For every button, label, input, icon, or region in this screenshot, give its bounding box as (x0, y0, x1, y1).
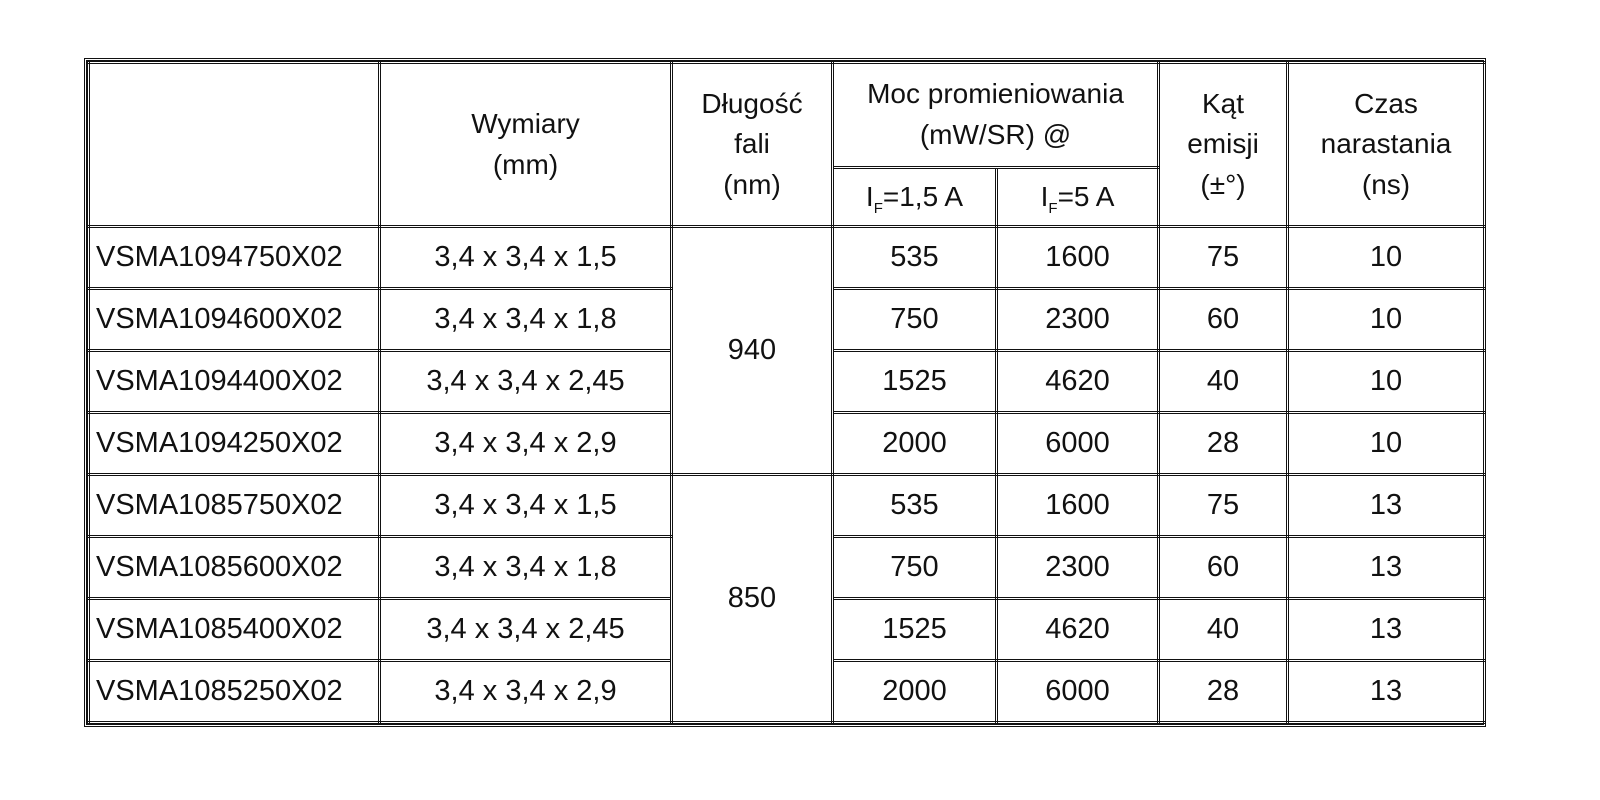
power-1-5a-cell: 2000 (833, 661, 997, 723)
current-subscript: F (873, 199, 883, 217)
product-cell: VSMA1085750X02 (89, 475, 380, 537)
power-5a-cell: 2300 (997, 289, 1159, 351)
wavelength-cell: 940 (672, 227, 833, 475)
header-dimensions-line: Wymiary (471, 107, 580, 139)
header-row-top (89, 63, 1485, 168)
emission-angle-cell: 60 (1159, 537, 1288, 599)
emission-angle-cell: 60 (1159, 289, 1288, 351)
header-wavelength-line: Długość (701, 87, 803, 119)
header-emission-angle-line: emisji (1187, 128, 1259, 160)
current-symbol: I (1040, 180, 1049, 212)
rise-time-cell: 10 (1288, 413, 1485, 475)
table-row (89, 475, 1485, 537)
power-5a-cell: 6000 (997, 661, 1159, 723)
emission-angle-cell: 40 (1159, 599, 1288, 661)
header-emission-angle (1159, 63, 1288, 227)
led-spec-table (87, 61, 1486, 724)
rise-time-cell: 13 (1288, 537, 1485, 599)
rise-time-cell: 13 (1288, 475, 1485, 537)
dimensions-cell: 3,4 x 3,4 x 1,8 (380, 537, 672, 599)
dimensions-cell: 3,4 x 3,4 x 2,45 (380, 351, 672, 413)
header-radiant-power (833, 63, 1159, 168)
product-cell: VSMA1085400X02 (89, 599, 380, 661)
header-rise-time (1288, 63, 1485, 227)
emission-angle-cell: 75 (1159, 475, 1288, 537)
product-cell: VSMA1094600X02 (89, 289, 380, 351)
emission-angle-cell: 40 (1159, 351, 1288, 413)
product-cell: VSMA1085600X02 (89, 537, 380, 599)
power-5a-cell: 1600 (997, 475, 1159, 537)
rise-time-cell: 13 (1288, 661, 1485, 723)
power-5a-cell: 2300 (997, 537, 1159, 599)
header-rise-time-line: Czas (1354, 87, 1418, 119)
header-rise-time-line: narastania (1320, 128, 1452, 160)
header-radiant-power-unit: (mW/SR) @ (919, 119, 1072, 150)
header-current-1-5a (833, 168, 997, 227)
power-1-5a-cell: 535 (833, 227, 997, 289)
wavelength-cell: 850 (672, 475, 833, 723)
header-rise-time-unit: (ns) (1361, 168, 1411, 200)
power-5a-cell: 1600 (997, 227, 1159, 289)
dimensions-cell: 3,4 x 3,4 x 2,9 (380, 661, 672, 723)
product-cell: VSMA1094250X02 (89, 413, 380, 475)
table-row (89, 227, 1485, 289)
rise-time-cell: 10 (1288, 351, 1485, 413)
header-radiant-power-line: Moc promieniowania (867, 78, 1124, 110)
power-1-5a-cell: 535 (833, 475, 997, 537)
header-emission-angle-unit: (±°) (1200, 168, 1246, 200)
header-emission-angle-line: Kąt (1202, 87, 1245, 119)
power-1-5a-cell: 2000 (833, 413, 997, 475)
emission-angle-cell: 28 (1159, 413, 1288, 475)
dimensions-cell: 3,4 x 3,4 x 1,8 (380, 289, 672, 351)
emission-angle-cell: 75 (1159, 227, 1288, 289)
power-1-5a-cell: 1525 (833, 599, 997, 661)
power-1-5a-cell: 750 (833, 289, 997, 351)
power-5a-cell: 6000 (997, 413, 1159, 475)
header-product (89, 63, 380, 227)
header-wavelength-unit: (nm) (723, 168, 781, 200)
power-1-5a-cell: 1525 (833, 351, 997, 413)
led-spec-table-container (84, 58, 1486, 727)
header-wavelength-line: fali (734, 128, 770, 160)
dimensions-cell: 3,4 x 3,4 x 1,5 (380, 475, 672, 537)
dimensions-cell: 3,4 x 3,4 x 2,9 (380, 413, 672, 475)
header-current-5a (997, 168, 1159, 227)
rise-time-cell: 10 (1288, 289, 1485, 351)
current-subscript: F (1048, 199, 1058, 217)
dimensions-cell: 3,4 x 3,4 x 1,5 (380, 227, 672, 289)
product-cell: VSMA1094400X02 (89, 351, 380, 413)
header-wavelength (672, 63, 833, 227)
header-dimensions (380, 63, 672, 227)
product-cell: VSMA1094750X02 (89, 227, 380, 289)
power-5a-cell: 4620 (997, 599, 1159, 661)
header-dimensions-unit: (mm) (492, 148, 559, 180)
dimensions-cell: 3,4 x 3,4 x 2,45 (380, 599, 672, 661)
rise-time-cell: 10 (1288, 227, 1485, 289)
power-5a-cell: 4620 (997, 351, 1159, 413)
current-value: =1,5 A (882, 180, 964, 212)
current-symbol: I (865, 180, 874, 212)
power-1-5a-cell: 750 (833, 537, 997, 599)
rise-time-cell: 13 (1288, 599, 1485, 661)
emission-angle-cell: 28 (1159, 661, 1288, 723)
current-value: =5 A (1057, 180, 1115, 212)
product-cell: VSMA1085250X02 (89, 661, 380, 723)
